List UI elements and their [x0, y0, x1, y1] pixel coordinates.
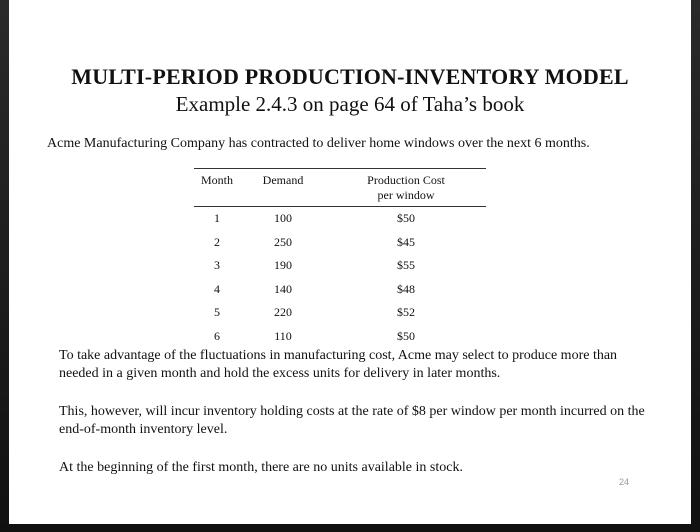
- slide-subtitle: Example 2.4.3 on page 64 of Taha’s book: [175, 92, 525, 116]
- cell-cost: $50: [397, 328, 415, 343]
- cell-demand: 140: [274, 281, 292, 296]
- cell-month: 6: [214, 328, 220, 343]
- cell-demand: 250: [274, 234, 292, 249]
- cell-cost: $50: [397, 211, 415, 226]
- cell-month: 1: [214, 211, 220, 226]
- intro-text: Acme Manufacturing Company has contracted to deliver home windows over the next 6 months.: [47, 136, 590, 151]
- cell-cost: $45: [397, 234, 415, 249]
- table-row: [194, 254, 486, 278]
- header-month: Month: [200, 173, 233, 187]
- page-number: 24: [618, 477, 629, 487]
- header-cost-line2: per window: [377, 188, 435, 202]
- cell-month: 2: [214, 234, 220, 249]
- header-production-cost: [326, 169, 486, 207]
- cell-demand: 220: [274, 305, 292, 320]
- cell-cost: $48: [397, 281, 415, 296]
- table-row: [194, 231, 486, 255]
- cell-cost: $55: [397, 258, 415, 273]
- table-row: [194, 207, 486, 231]
- production-table: [194, 168, 486, 348]
- table-row: [194, 301, 486, 325]
- cell-month: 5: [214, 305, 220, 320]
- table-row: [194, 325, 486, 349]
- cell-demand: 110: [274, 328, 292, 343]
- table-header-row: [194, 169, 486, 207]
- cell-demand: 100: [274, 211, 292, 226]
- header-demand: Demand: [262, 173, 304, 187]
- paragraph-initial-stock: At the beginning of the first month, there are no units available in stock.: [59, 460, 463, 475]
- slide-title: MULTI-PERIOD PRODUCTION-INVENTORY MODEL: [71, 64, 629, 89]
- slide-page: [9, 0, 691, 524]
- cell-cost: $52: [397, 305, 415, 320]
- table-row: [194, 278, 486, 302]
- cell-demand: 190: [274, 258, 292, 273]
- paragraph-fluctuations: To take advantage of the fluctuations in manufacturing cost, Acme may select to produce more than needed in a given month and hold the excess units for delivery in later months.: [59, 348, 618, 381]
- cell-month: 4: [214, 281, 220, 296]
- cell-month: 3: [214, 258, 220, 273]
- paragraph-holding-cost: This, however, will incur inventory holding costs at the rate of $8 per window per month incurred on the end-of-month inventory level.: [59, 404, 645, 437]
- header-cost-line1: Production Cost: [367, 173, 445, 187]
